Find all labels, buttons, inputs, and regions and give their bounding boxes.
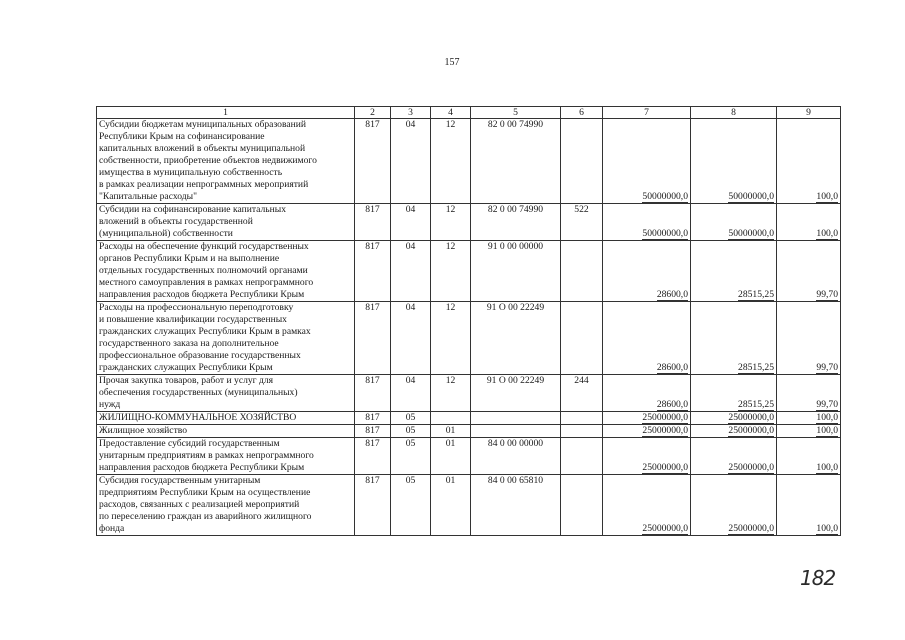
amount-value: 25000000,0 [642,412,688,423]
table-row [97,241,841,302]
amount-value: 25000000,0 [728,523,774,534]
percent-executed-cell [777,204,841,241]
amount-value: 28600,0 [656,399,688,410]
row-description [97,241,355,302]
subsection-code-cell: 12 [431,119,471,204]
target-article-cell: 82 0 00 74990 [471,204,561,241]
percent-executed-cell [777,375,841,412]
description-line: капитальных вложений в объекты муниципальной [99,143,306,154]
amount-value: 99,70 [816,289,838,300]
percent-executed-cell [777,438,841,475]
planned-amount-cell [603,475,691,536]
target-article-cell: 84 0 00 65810 [471,475,561,536]
subsection-code-cell: 12 [431,204,471,241]
amount-value: 28515,25 [738,399,774,410]
planned-amount-cell [603,438,691,475]
executed-amount-cell [691,475,777,536]
expense-type-cell [561,425,603,438]
description-line: гражданских служащих Республики Крым [99,362,273,373]
header-cell: 8 [691,107,777,119]
ministry-code-cell: 817 [355,425,391,438]
amount-value: 99,70 [816,399,838,410]
amount-value: 50000000,0 [728,228,774,239]
amount-value: 28600,0 [656,362,688,373]
amount-value: 100,0 [816,523,838,534]
amount-value: 28515,25 [738,362,774,373]
amount-value: 28600,0 [656,289,688,300]
description-line: собственности, приобретение объектов недвижимого [99,155,317,166]
description-line: Субсидии бюджетам муниципальных образований [99,119,307,130]
executed-amount-cell [691,204,777,241]
section-code-cell: 05 [391,425,431,438]
row-description [97,204,355,241]
subsection-code-cell: 01 [431,438,471,475]
description-line: Субсидия государственным унитарным [99,475,261,486]
executed-amount-cell [691,425,777,438]
planned-amount-cell [603,204,691,241]
ministry-code-cell: 817 [355,241,391,302]
amount-value: 25000000,0 [642,523,688,534]
header-cell: 5 [471,107,561,119]
description-line: гражданских служащих Республики Крым в рамках [99,326,311,337]
header-cell: 1 [97,107,355,119]
description-line: местного самоуправления в рамках непрограммного [99,277,314,288]
ministry-code-cell: 817 [355,119,391,204]
percent-executed-cell [777,475,841,536]
header-cell: 3 [391,107,431,119]
expense-type-cell [561,438,603,475]
amount-value: 100,0 [816,228,838,239]
table-row [97,425,841,438]
executed-amount-cell [691,412,777,425]
section-code-cell: 05 [391,438,431,475]
section-code-cell: 05 [391,475,431,536]
executed-amount-cell [691,119,777,204]
row-description [97,119,355,204]
target-article-cell [471,425,561,438]
section-code-cell: 04 [391,204,431,241]
executed-amount-cell [691,241,777,302]
expense-type-cell [561,412,603,425]
description-line: нужд [99,399,121,410]
amount-value: 100,0 [816,191,838,202]
header-cell: 2 [355,107,391,119]
amount-value: 100,0 [816,462,838,473]
section-code-cell: 04 [391,302,431,375]
description-line: и повышение квалификации государственных [99,314,287,325]
row-description [97,302,355,375]
description-line: Прочая закупка товаров, работ и услуг для [99,375,274,386]
expense-type-cell: 244 [561,375,603,412]
ministry-code-cell: 817 [355,204,391,241]
description-line: (муниципальной) собственности [99,228,233,239]
amount-value: 28515,25 [738,289,774,300]
executed-amount-cell [691,438,777,475]
description-line: направления расходов бюджета Республики Крым [99,462,305,473]
description-line: профессиональное образование государственных [99,350,301,361]
percent-executed-cell [777,302,841,375]
planned-amount-cell [603,412,691,425]
planned-amount-cell [603,375,691,412]
header-cell: 6 [561,107,603,119]
amount-value: 99,70 [816,362,838,373]
subsection-code-cell [431,412,471,425]
description-line: Жилищное хозяйство [99,425,188,436]
amount-value: 25000000,0 [728,412,774,423]
amount-value: 100,0 [816,412,838,423]
planned-amount-cell [603,425,691,438]
budget-table [96,106,841,536]
subsection-code-cell: 12 [431,375,471,412]
percent-executed-cell [777,119,841,204]
target-article-cell: 91 0 00 00000 [471,241,561,302]
description-line: направления расходов бюджета Республики Крым [99,289,305,300]
amount-value: 25000000,0 [642,462,688,473]
ministry-code-cell: 817 [355,475,391,536]
expense-type-cell: 522 [561,204,603,241]
expense-type-cell [561,302,603,375]
description-line: Республики Крым на софинансирование [99,131,265,142]
description-line: фонда [99,523,125,534]
description-line: Предоставление субсидий государственным [99,438,280,449]
table-row [97,475,841,536]
row-description [97,375,355,412]
planned-amount-cell [603,119,691,204]
amount-value: 25000000,0 [728,462,774,473]
description-line: государственного заказа на дополнительное [99,338,279,349]
subsection-code-cell: 12 [431,302,471,375]
section-code-cell: 04 [391,375,431,412]
ministry-code-cell: 817 [355,438,391,475]
description-line: в рамках реализации непрограммных мероприятий [99,179,309,190]
section-code-cell: 04 [391,241,431,302]
percent-executed-cell [777,412,841,425]
description-line: ЖИЛИЩНО-КОММУНАЛЬНОЕ ХОЗЯЙСТВО [99,412,297,423]
table-row [97,412,841,425]
target-article-cell: 84 0 00 00000 [471,438,561,475]
description-line: органов Республики Крым и на выполнение [99,253,280,264]
subsection-code-cell: 12 [431,241,471,302]
description-line: Расходы на профессиональную переподготовку [99,302,294,313]
row-description [97,412,355,425]
header-cell: 9 [777,107,841,119]
row-description [97,425,355,438]
description-line: Субсидии на софинансирование капитальных [99,204,287,215]
amount-value: 25000000,0 [728,425,774,436]
ministry-code-cell: 817 [355,412,391,425]
description-line: "Капитальные расходы" [99,191,198,202]
row-description [97,438,355,475]
header-cell: 7 [603,107,691,119]
expense-type-cell [561,119,603,204]
expense-type-cell [561,241,603,302]
description-line: по переселению граждан из аварийного жилищного [99,511,312,522]
description-line: Расходы на обеспечение функций государственных [99,241,309,252]
executed-amount-cell [691,375,777,412]
target-article-cell: 91 О 00 22249 [471,375,561,412]
description-line: имущества в муниципальную собственность [99,167,283,178]
amount-value: 25000000,0 [642,425,688,436]
description-line: вложений в объекты государственной [99,216,253,227]
description-line: расходов, связанных с реализацией мероприятий [99,499,300,510]
section-code-cell: 04 [391,119,431,204]
ministry-code-cell: 817 [355,302,391,375]
header-cell: 4 [431,107,471,119]
header-row [97,107,841,119]
subsection-code-cell: 01 [431,475,471,536]
amount-value: 50000000,0 [642,191,688,202]
description-line: предприятиям Республики Крым на осуществление [99,487,311,498]
expense-type-cell [561,475,603,536]
table-row [97,119,841,204]
table-row [97,302,841,375]
handwritten-page-number: 182 [800,566,836,590]
row-description [97,475,355,536]
target-article-cell: 91 О 00 22249 [471,302,561,375]
percent-executed-cell [777,425,841,438]
amount-value: 50000000,0 [642,228,688,239]
table-row [97,204,841,241]
executed-amount-cell [691,302,777,375]
section-code-cell: 05 [391,412,431,425]
percent-executed-cell [777,241,841,302]
description-line: отдельных государственных полномочий органами [99,265,308,276]
description-line: унитарным предприятиям в рамках непрограммного [99,450,314,461]
planned-amount-cell [603,241,691,302]
subsection-code-cell: 01 [431,425,471,438]
table-row [97,438,841,475]
amount-value: 50000000,0 [728,191,774,202]
ministry-code-cell: 817 [355,375,391,412]
table-row [97,375,841,412]
table-body [97,107,841,536]
amount-value: 100,0 [816,425,838,436]
target-article-cell [471,412,561,425]
description-line: обеспечения государственных (муниципальных) [99,387,298,398]
planned-amount-cell [603,302,691,375]
page-number: 157 [444,57,460,68]
target-article-cell: 82 0 00 74990 [471,119,561,204]
